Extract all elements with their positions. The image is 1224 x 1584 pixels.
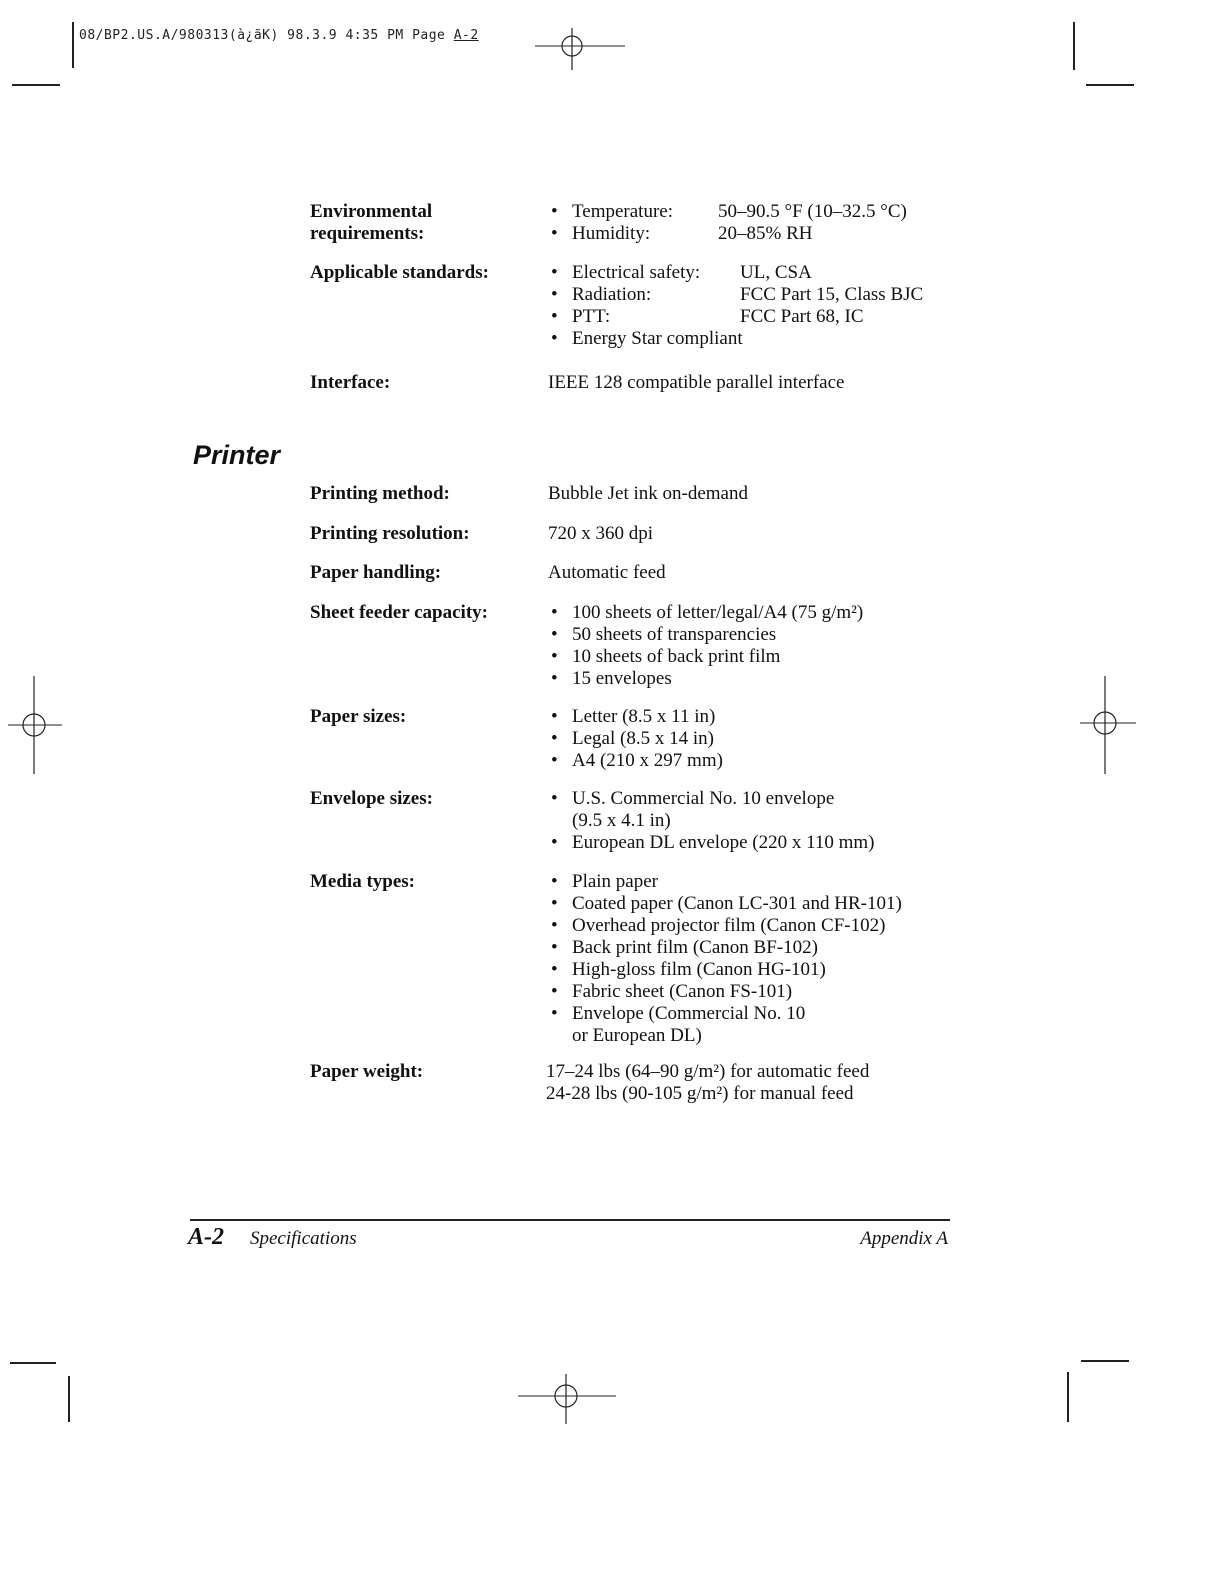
list-item: • High-gloss film (Canon HG-101) <box>548 959 902 981</box>
list-item: • PTT: FCC Part 68, IC <box>548 306 923 328</box>
list-item: • 10 sheets of back print film <box>548 646 863 668</box>
spec-label-printing-resolution: Printing resolution: <box>310 523 470 544</box>
list-item: • Letter (8.5 x 11 in) <box>548 706 723 728</box>
crop-mark <box>72 22 74 68</box>
spec-list <box>548 788 875 854</box>
list-item: • Electrical safety: UL, CSA <box>548 262 923 284</box>
spec-value-sheet-feeder <box>548 602 863 690</box>
list-item: • 15 envelopes <box>548 668 863 690</box>
spec-value-environmental <box>548 201 907 245</box>
spec-value-paper-sizes <box>548 706 723 772</box>
registration-mark-icon <box>535 22 625 72</box>
spec-value-printing-resolution: 720 x 360 dpi <box>548 523 654 544</box>
registration-mark-icon <box>1080 676 1136 774</box>
footer-rule <box>190 1219 950 1221</box>
spec-value-media-types <box>548 871 902 1047</box>
weight-line: 24-28 lbs (90-105 g/m²) for manual feed <box>546 1083 854 1104</box>
footer-appendix: Appendix A <box>860 1228 948 1249</box>
list-item: • Humidity: 20–85% RH <box>548 223 907 245</box>
print-slug <box>79 28 479 43</box>
list-item: • Back print film (Canon BF-102) <box>548 937 902 959</box>
spec-label-paper-sizes: Paper sizes: <box>310 706 407 727</box>
crop-mark <box>1086 84 1134 86</box>
list-item-continuation: or European DL) <box>572 1025 702 1046</box>
list-item: • Overhead projector film (Canon CF-102) <box>548 915 902 937</box>
list-item: • 100 sheets of letter/legal/A4 (75 g/m²) <box>548 602 863 624</box>
spec-list <box>548 706 723 772</box>
list-item: • Energy Star compliant <box>548 328 923 350</box>
registration-mark-icon <box>8 676 62 774</box>
list-item: • U.S. Commercial No. 10 envelope <box>548 788 875 810</box>
spec-label-paper-handling: Paper handling: <box>310 562 442 583</box>
slug-text: 08/BP2.US.A/980313(à¿ãK) 98.3.9 4:35 PM Page <box>79 28 454 43</box>
crop-mark <box>1081 1360 1129 1362</box>
footer-page-number: A-2 <box>188 1224 224 1250</box>
list-item: • Coated paper (Canon LC-301 and HR-101) <box>548 893 902 915</box>
slug-page-ref: A-2 <box>453 28 479 43</box>
spec-value-interface: IEEE 128 compatible parallel interface <box>548 372 845 393</box>
crop-mark <box>68 1376 70 1422</box>
section-heading: Printer <box>193 440 281 470</box>
spec-value-paper-handling: Automatic feed <box>548 562 666 583</box>
list-item: • A4 (210 x 297 mm) <box>548 750 723 772</box>
spec-list <box>548 262 923 350</box>
spec-label-environmental: Environmental requirements: <box>310 201 433 244</box>
spec-label-standards: Applicable standards: <box>310 262 489 283</box>
weight-line: 17–24 lbs (64–90 g/m²) for automatic feed <box>546 1061 870 1082</box>
crop-mark <box>1067 1372 1069 1422</box>
spec-label-printing-method: Printing method: <box>310 483 450 504</box>
spec-value-envelope-sizes <box>548 788 875 854</box>
spec-list <box>548 201 907 245</box>
spec-value-paper-weight <box>546 1061 869 1105</box>
list-item: • 50 sheets of transparencies <box>548 624 863 646</box>
list-item: • Plain paper <box>548 871 902 893</box>
list-item-continuation: (9.5 x 4.1 in) <box>572 810 671 831</box>
crop-mark <box>12 84 60 86</box>
crop-mark <box>1073 22 1075 70</box>
list-item: • Fabric sheet (Canon FS-101) <box>548 981 902 1003</box>
crop-mark <box>10 1362 56 1364</box>
spec-label-envelope-sizes: Envelope sizes: <box>310 788 433 809</box>
spec-label-interface: Interface: <box>310 372 391 393</box>
footer-title: Specifications <box>250 1228 357 1249</box>
list-item: • Temperature: 50–90.5 °F (10–32.5 °C) <box>548 201 907 223</box>
list-item: • Legal (8.5 x 14 in) <box>548 728 723 750</box>
spec-list <box>548 602 863 690</box>
spec-list <box>548 871 902 1047</box>
spec-label-sheet-feeder: Sheet feeder capacity: <box>310 602 488 623</box>
list-item: • European DL envelope (220 x 110 mm) <box>548 832 875 854</box>
list-item: • Radiation: FCC Part 15, Class BJC <box>548 284 923 306</box>
spec-label-paper-weight: Paper weight: <box>310 1061 424 1082</box>
spec-label-media-types: Media types: <box>310 871 416 892</box>
spec-value-printing-method: Bubble Jet ink on-demand <box>548 483 748 504</box>
list-item: • Envelope (Commercial No. 10 <box>548 1003 902 1025</box>
registration-mark-icon <box>518 1372 616 1424</box>
spec-value-standards <box>548 262 923 350</box>
